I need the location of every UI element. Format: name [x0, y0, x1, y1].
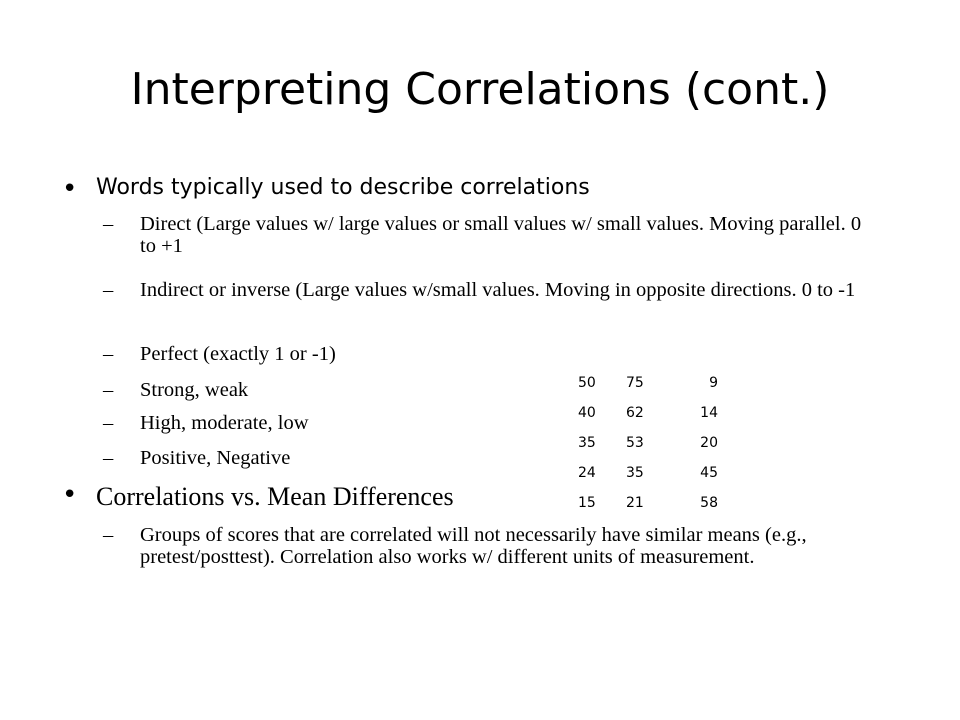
dash-marker: – [103, 343, 114, 365]
bullet-text: Words typically used to describe correlations [96, 175, 590, 200]
table-row [572, 458, 722, 488]
table-cell: 15 [578, 495, 596, 511]
table-cell: 40 [578, 405, 596, 421]
table-row [572, 398, 722, 428]
subitem-text: Perfect (exactly 1 or -1) [140, 343, 336, 365]
subitem-text: Positive, Negative [140, 447, 291, 469]
slide-title: Interpreting Correlations (cont.) [130, 64, 830, 115]
subitem-text: Direct (Large values w/ large values or small values w/ small values. Moving parallel. 0 to +1 [140, 213, 862, 257]
table-cell: 62 [626, 405, 644, 421]
subitem-text: Indirect or inverse (Large values w/small values. Moving in opposite directions. 0 to -1 [140, 279, 856, 301]
table-row [572, 428, 722, 458]
bullet-marker: • [62, 480, 78, 510]
dash-marker: – [103, 447, 114, 469]
dash-marker: – [103, 412, 114, 434]
table-cell: 20 [700, 435, 718, 451]
table-cell: 58 [700, 495, 718, 511]
table-cell: 35 [578, 435, 596, 451]
dash-marker: – [103, 379, 114, 401]
table-cell: 9 [709, 375, 718, 391]
table-cell: 35 [626, 465, 644, 481]
table-cell: 45 [700, 465, 718, 481]
table-cell: 75 [626, 375, 644, 391]
subitem-text: Groups of scores that are correlated will not necessarily have similar means (e.g., pretest/posttest). Correlation also works w/ different units of measurement. [140, 524, 807, 568]
dash-marker: – [103, 279, 114, 301]
bullet-marker: • [62, 174, 78, 204]
dash-marker: – [103, 213, 114, 235]
subitem-text: High, moderate, low [140, 412, 309, 434]
bullet-text: Correlations vs. Mean Differences [96, 482, 454, 511]
dash-marker: – [103, 524, 114, 546]
subitem-text: Strong, weak [140, 379, 249, 401]
table-cell: 24 [578, 465, 596, 481]
table-cell: 14 [700, 405, 718, 421]
table-cell: 50 [578, 375, 596, 391]
scores-table [572, 368, 722, 518]
table-row [572, 488, 722, 518]
table-row [572, 368, 722, 398]
table-cell: 21 [626, 495, 644, 511]
table-cell: 53 [626, 435, 644, 451]
